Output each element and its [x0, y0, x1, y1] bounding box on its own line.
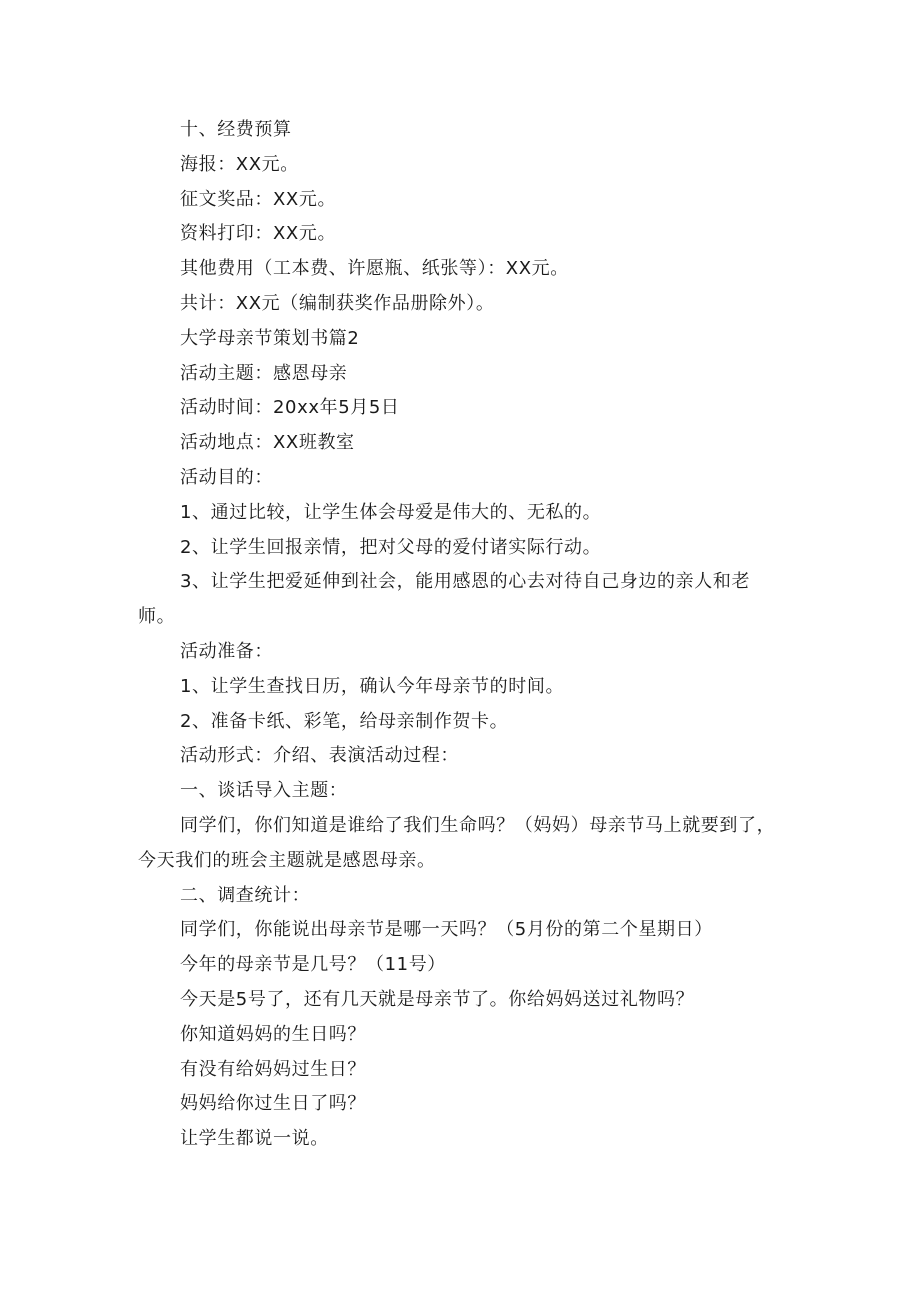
activity-goal-3: 3、让学生把爱延伸到社会，能用感恩的心去对待自己身边的亲人和老师。	[138, 571, 751, 628]
survey-question-5: 有没有给妈妈过生日？	[180, 1058, 366, 1080]
activity-goals-heading: 活动目的：	[180, 466, 273, 488]
budget-item-other: 其他费用（工本费、许愿瓶、纸张等）：XX元。	[180, 258, 569, 280]
survey-question-2: 今年的母亲节是几号？（11号）	[180, 954, 446, 976]
step-1-heading: 一、谈话导入主题：	[180, 780, 348, 802]
budget-item-printing: 资料打印：XX元。	[180, 223, 337, 245]
section-heading-budget: 十、经费预算	[180, 119, 292, 140]
survey-closing: 让学生都说一说。	[180, 1128, 329, 1150]
document-body	[138, 113, 784, 1157]
activity-format: 活动形式：介绍、表演活动过程：	[180, 745, 459, 767]
survey-question-3: 今天是5号了，还有几天就是母亲节了。你给妈妈送过礼物吗？	[180, 988, 695, 1010]
budget-item-prizes: 征文奖品：XX元。	[180, 188, 337, 210]
activity-prep-heading: 活动准备：	[180, 640, 273, 662]
plan-title: 大学母亲节策划书篇2	[180, 327, 360, 349]
activity-prep-2: 2、准备卡纸、彩笔，给母亲制作贺卡。	[180, 710, 509, 732]
step-2-heading: 二、调查统计：	[180, 884, 311, 906]
step-1-text: 同学们，你们知道是谁给了我们生命吗？（妈妈）母亲节马上就要到了，今天我们的班会主题就是感恩母亲。	[138, 814, 776, 871]
survey-question-4: 你知道妈妈的生日吗？	[180, 1023, 366, 1045]
survey-question-1: 同学们，你能说出母亲节是哪一天吗？（5月份的第二个星期日）	[180, 919, 713, 941]
activity-prep-1: 1、让学生查找日历，确认今年母亲节的时间。	[180, 675, 565, 697]
survey-question-6: 妈妈给你过生日了吗？	[180, 1093, 366, 1115]
activity-time: 活动时间：20xx年5月5日	[180, 397, 400, 419]
activity-location: 活动地点：XX班教室	[180, 432, 355, 454]
activity-theme: 活动主题：感恩母亲	[180, 362, 348, 384]
budget-item-poster: 海报：XX元。	[180, 153, 299, 175]
budget-total: 共计：XX元（编制获奖作品册除外）。	[180, 292, 495, 314]
activity-goal-1: 1、通过比较，让学生体会母爱是伟大的、无私的。	[180, 501, 602, 523]
activity-goal-2: 2、让学生回报亲情，把对父母的爱付诸实际行动。	[180, 536, 602, 558]
